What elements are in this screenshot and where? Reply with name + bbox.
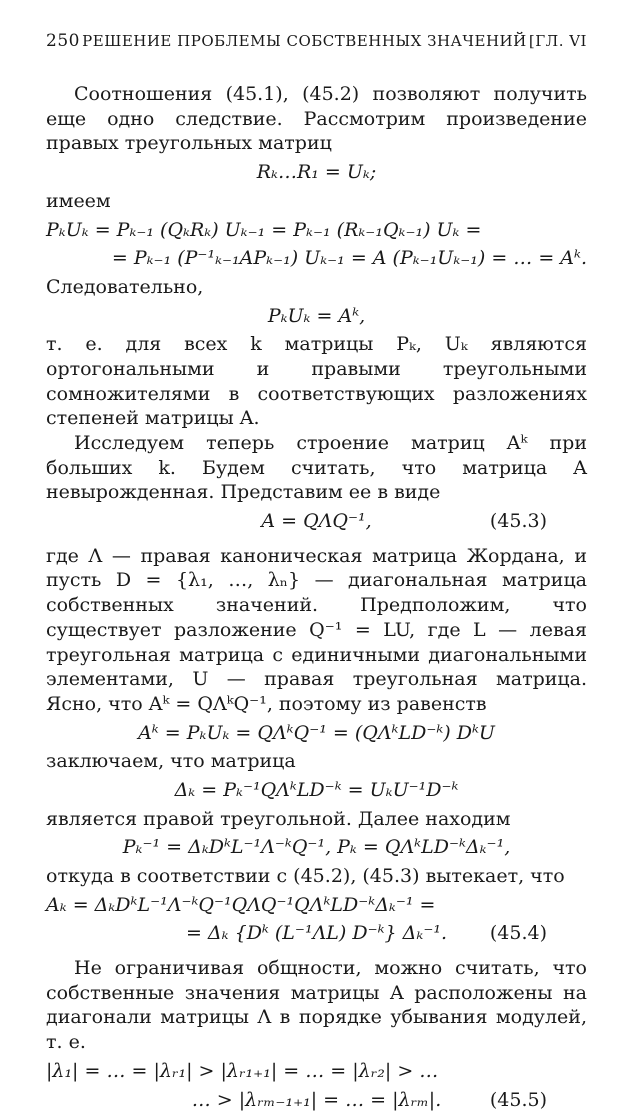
equation-9b-text: … > |λᵣₘ₋₁₊₁| = … = |λᵣₘ|. [191, 1088, 442, 1111]
paragraph-5: Исследуем теперь строение матриц Aᵏ при больших k. Будем считать, что матрица A невырожденная. Представим ее в виде [46, 432, 587, 504]
equation-8a [46, 893, 587, 918]
equation-1-text: Rₖ…R₁ = Uₖ; [256, 161, 377, 184]
equation-8-number: (45.4) [489, 922, 547, 945]
equation-9a-text: |λ₁| = … = |λᵣ₁| > |λᵣ₁₊₁| = … = |λᵣ₂| > … [46, 1059, 439, 1082]
paragraph-4: т. е. для всех k матрицы Pₖ, Uₖ являются ортогональными и правыми треугольными сомножителями в соответствующих разложениях степеней матрицы A. [46, 333, 587, 430]
page-header [46, 30, 587, 52]
equation-9a [46, 1059, 587, 1084]
page-number: 250 [46, 31, 80, 51]
equation-2b [46, 246, 587, 271]
paragraph-8: является правой треугольной. Далее находим [46, 807, 511, 830]
paragraph-10: Не ограничивая общности, можно считать, что собственные значения матрицы A расположены на диагонали матрицы Λ в порядке убывания модулей, т. е. [46, 957, 587, 1054]
paragraph-9: откуда в соответствии с (45.2), (45.3) вытекает, что [46, 865, 565, 888]
equation-8b [46, 921, 587, 946]
equation-5-text: Aᵏ = PₖUₖ = QΛᵏQ⁻¹ = (QΛᵏLD⁻ᵏ) DᵏU [138, 721, 495, 744]
equation-6 [46, 778, 587, 803]
equation-6-text: Δₖ = Pₖ⁻¹QΛᵏLD⁻ᵏ = UₖU⁻¹D⁻ᵏ [174, 778, 459, 801]
equation-3-text: PₖUₖ = Aᵏ, [267, 304, 366, 327]
paragraph-3: Следовательно, [46, 275, 204, 298]
paragraph-2: имеем [46, 189, 111, 212]
equation-4-text: A = QΛQ⁻¹, [261, 510, 372, 533]
equation-9-number: (45.5) [489, 1088, 547, 1111]
equation-3 [46, 304, 587, 329]
equation-8a-text: Aₖ = ΔₖDᵏL⁻¹Λ⁻ᵏQ⁻¹QΛQ⁻¹QΛᵏLD⁻ᵏΔₖ⁻¹ = [46, 893, 436, 916]
equation-8b-text: = Δₖ {Dᵏ (L⁻¹ΛL) D⁻ᵏ} Δₖ⁻¹. [185, 922, 448, 945]
paragraph-7: заключаем, что матрица [46, 750, 296, 773]
equation-7-text: Pₖ⁻¹ = ΔₖDᵏL⁻¹Λ⁻ᵏQ⁻¹, Pₖ = QΛᵏLD⁻ᵏΔₖ⁻¹, [122, 836, 511, 859]
paragraph-6: где Λ — правая каноническая матрица Жордана, и пусть D = {λ₁, …, λₙ} — диагональная матрица собственных значений. Предположим, что существует разложение Q⁻¹ = LU, где L — левая треугольная матрица с единичными диагональными элементами, U — правая треугольная матрица. Ясно, что Aᵏ = QΛᵏQ⁻¹, поэтому из равенств [46, 544, 587, 715]
equation-2b-text: = Pₖ₋₁ (P⁻¹ₖ₋₁APₖ₋₁) Uₖ₋₁ = A (Pₖ₋₁Uₖ₋₁) = … = Aᵏ. [111, 247, 587, 270]
equation-2a [46, 218, 587, 243]
equation-1 [46, 160, 587, 185]
equation-4-number: (45.3) [489, 510, 547, 533]
paragraph-1: Соотношения (45.1), (45.2) позволяют получить еще одно следствие. Рассмотрим произведение правых треугольных матриц [46, 83, 587, 155]
equation-5 [46, 721, 587, 746]
equation-7 [46, 835, 587, 860]
equation-9b [46, 1088, 587, 1112]
equation-2a-text: PₖUₖ = Pₖ₋₁ (QₖRₖ) Uₖ₋₁ = Pₖ₋₁ (Rₖ₋₁Qₖ₋₁) Uₖ = [46, 218, 482, 241]
chapter-label: [ГЛ. VI [528, 32, 587, 50]
running-title: РЕШЕНИЕ ПРОБЛЕМЫ СОБСТВЕННЫХ ЗНАЧЕНИЙ [82, 32, 527, 50]
equation-4 [46, 509, 587, 534]
